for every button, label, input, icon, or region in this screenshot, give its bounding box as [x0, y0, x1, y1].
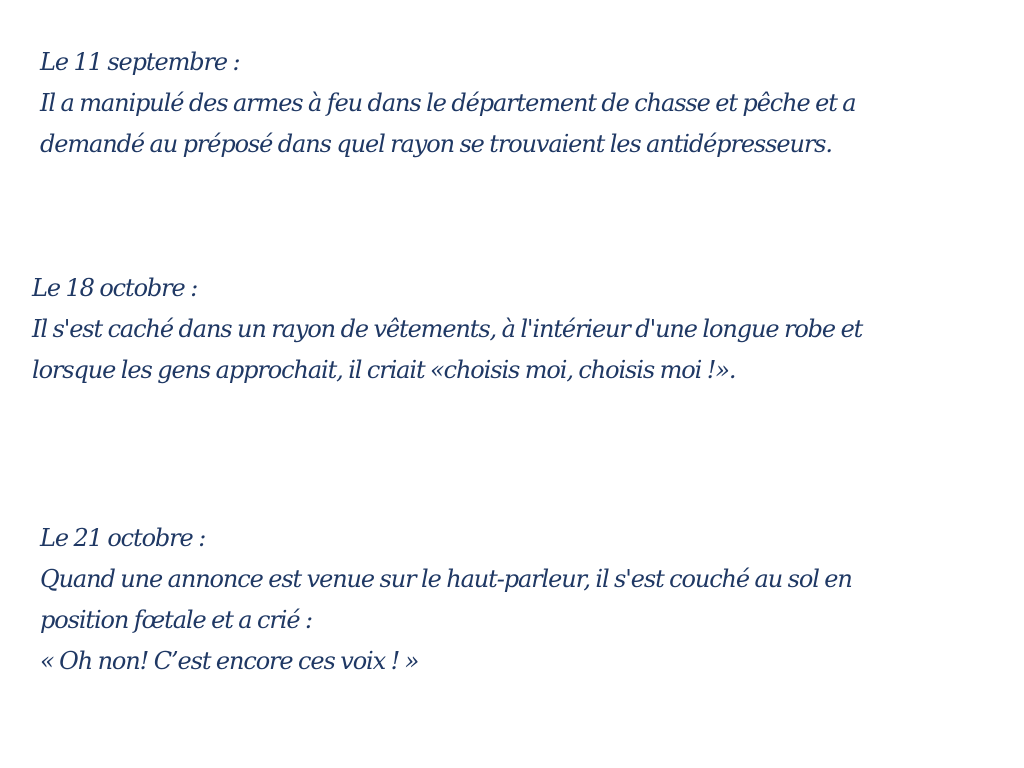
- entry-date: Le 18 octobre :: [32, 274, 198, 302]
- entry-date: Le 21 octobre :: [40, 524, 206, 552]
- entry-text-line: position fœtale et a crié :: [40, 606, 312, 634]
- entry-text-line: demandé au préposé dans quel rayon se trouvaient les antidépresseurs.: [40, 130, 832, 158]
- entry-text-line: lorsque les gens approchait, il criait «choisis moi, choisis moi !».: [32, 356, 736, 384]
- entry-sept-11: [40, 42, 856, 165]
- entry-quote: « Oh non! C’est encore ces voix ! »: [40, 647, 419, 675]
- entry-text-line: Quand une annonce est venue sur le haut-parleur, il s'est couché au sol en: [40, 565, 852, 593]
- entry-date: Le 11 septembre :: [40, 48, 240, 76]
- entry-oct-18: [32, 268, 862, 391]
- entry-oct-21: [40, 518, 852, 682]
- entry-text-line: Il s'est caché dans un rayon de vêtements, à l'intérieur d'une longue robe et: [32, 315, 863, 343]
- entry-text-line: Il a manipulé des armes à feu dans le département de chasse et pêche et a: [40, 89, 856, 117]
